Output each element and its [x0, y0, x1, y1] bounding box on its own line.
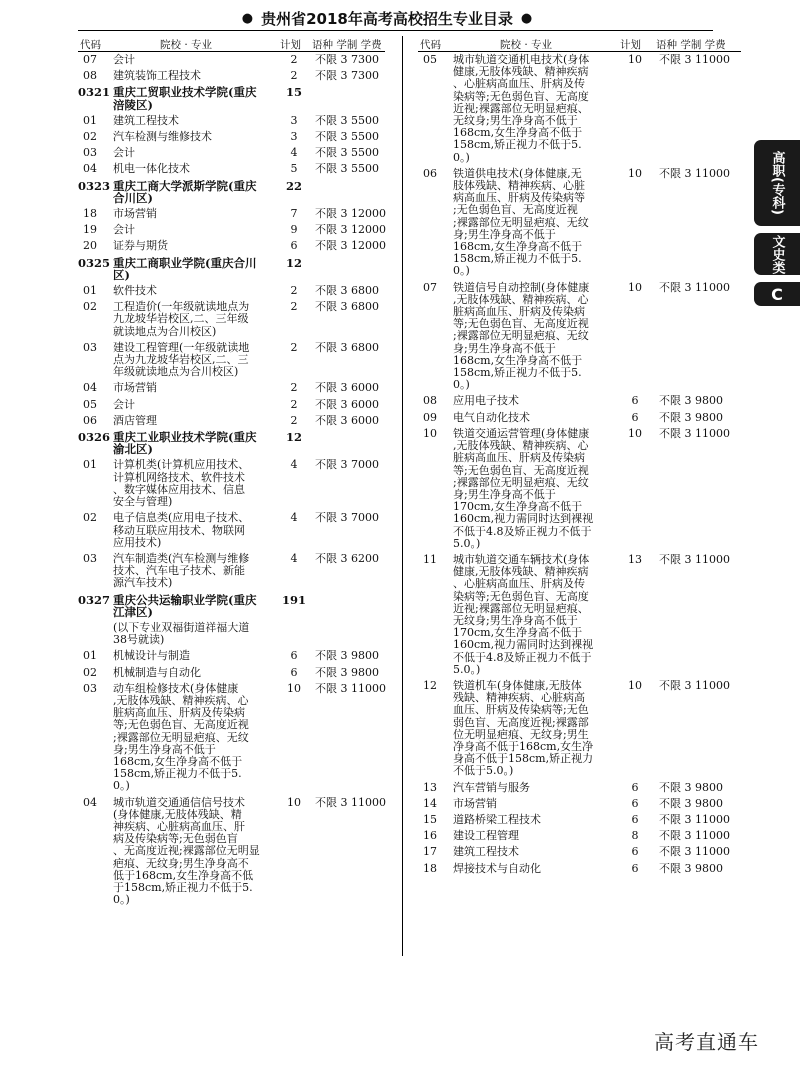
row-plan: 22: [285, 178, 302, 193]
row-name: 应用电子技术: [453, 394, 519, 408]
row-name: 机电一体化技术: [113, 162, 190, 176]
major-row: [418, 427, 741, 553]
row-name: 铁道交通运营管理(身体健康 ,无肢体残缺、精神疾病、心 脏病高血压、肝病及传染病 等;无色弱色盲、无高度近视 ;裸露部位无明显疤痕、无纹 身;男生净身高不低于 170cm,女生净身高不低于 160cm,视力需同时达到裸视 不低于4.8及矫正视力不低于 5.0。): [453, 426, 594, 550]
row-code: 10: [423, 426, 437, 440]
row-code: 0321: [78, 85, 111, 100]
row-info: 不限 3 5500: [315, 113, 379, 127]
row-plan: 6: [631, 861, 639, 875]
row-code: 16: [423, 829, 437, 843]
row-code: 15: [423, 812, 437, 826]
major-row: [78, 130, 385, 146]
row-info: 不限 3 12000: [315, 223, 386, 237]
row-code: 20: [83, 239, 97, 253]
row-code: 02: [83, 665, 97, 679]
row-plan: 5: [290, 162, 298, 176]
row-name: 机械设计与制造: [113, 649, 190, 663]
row-info: 不限 3 9800: [659, 796, 723, 810]
major-row: [78, 666, 385, 682]
row-name: 市场营销: [113, 381, 157, 395]
row-code: 05: [423, 53, 437, 66]
major-row: [78, 649, 385, 665]
row-code: 18: [423, 861, 437, 875]
tab-category[interactable]: 文史类: [754, 233, 800, 275]
major-row: [78, 381, 385, 397]
major-row: [78, 511, 385, 552]
column-divider: [402, 36, 403, 956]
row-name: 汽车营销与服务: [453, 780, 530, 794]
school-row: [78, 256, 385, 284]
row-name: 建筑装饰工程技术: [113, 69, 201, 83]
major-row: [418, 862, 741, 878]
row-plan: 9: [290, 223, 298, 237]
row-plan: 6: [631, 410, 639, 424]
right-column: [418, 36, 741, 878]
row-plan: 191: [282, 592, 307, 607]
row-info: 不限 3 7000: [315, 511, 379, 525]
row-plan: 10: [287, 795, 301, 809]
row-info: 不限 3 6200: [315, 551, 379, 565]
tab-level[interactable]: 高职(专科): [754, 140, 800, 226]
row-code: 01: [83, 284, 97, 298]
major-row: [418, 394, 741, 410]
row-name: 重庆公共运输职业学院(重庆 江津区): [113, 592, 257, 619]
row-code: 03: [83, 340, 97, 354]
row-code: 01: [83, 458, 97, 472]
row-code: 19: [83, 223, 97, 237]
row-name: 市场营销: [113, 207, 157, 221]
row-info: 不限 3 11000: [659, 678, 730, 692]
row-info: 不限 3 9800: [659, 780, 723, 794]
major-row: [78, 69, 385, 85]
row-info: 不限 3 12000: [315, 239, 386, 253]
row-name: 重庆工商大学派斯学院(重庆 合川区): [113, 178, 257, 205]
row-plan: 6: [631, 796, 639, 810]
row-code: 09: [423, 410, 437, 424]
row-name: 汽车制造类(汽车检测与维修 技术、汽车电子技术、新能 源汽车技术): [113, 551, 250, 590]
major-row: [78, 458, 385, 511]
row-code: 04: [83, 795, 97, 809]
major-row: [78, 146, 385, 162]
major-row: [78, 300, 385, 341]
row-code: 04: [83, 381, 97, 395]
row-plan: 4: [290, 551, 298, 565]
row-plan: 6: [290, 239, 298, 253]
major-row: [418, 679, 741, 781]
row-info: 不限 3 6000: [315, 397, 379, 411]
row-name: 建设工程管理: [453, 829, 519, 843]
row-name: 软件技术: [113, 284, 157, 298]
major-row: [78, 114, 385, 130]
row-code: 18: [83, 207, 97, 221]
row-code: 07: [83, 53, 97, 66]
row-code: 01: [83, 649, 97, 663]
row-plan: 2: [290, 53, 298, 66]
row-plan: 13: [628, 552, 642, 566]
row-info: 不限 3 11000: [659, 166, 730, 180]
major-row: [418, 813, 741, 829]
page-header: [62, 6, 712, 30]
col-plan-header: 计划: [620, 39, 641, 51]
major-row: [78, 284, 385, 300]
row-info: 不限 3 6800: [315, 340, 379, 354]
row-code: 17: [423, 845, 437, 859]
row-name: 电气自动化技术: [453, 410, 530, 424]
row-code: 08: [423, 394, 437, 408]
row-plan: 6: [631, 812, 639, 826]
header-rule: [78, 30, 713, 31]
row-info: 不限 3 12000: [315, 207, 386, 221]
row-name: 会计: [113, 146, 135, 160]
major-row: [418, 167, 741, 281]
row-name: 建筑工程技术: [453, 845, 519, 859]
row-info: 不限 3 11000: [659, 845, 730, 859]
row-info: 不限 3 7000: [315, 458, 379, 472]
row-name: 建筑工程技术: [113, 113, 179, 127]
major-row: [78, 621, 385, 649]
row-plan: 2: [290, 284, 298, 298]
major-row: [418, 845, 741, 861]
row-plan: 2: [290, 69, 298, 83]
row-plan: 12: [285, 255, 302, 270]
row-info: 不限 3 7300: [315, 69, 379, 83]
row-name: 市场营销: [453, 796, 497, 810]
row-code: 08: [83, 69, 97, 83]
row-plan: 10: [628, 53, 642, 66]
row-info: 不限 3 6000: [315, 381, 379, 395]
row-plan: 10: [628, 280, 642, 294]
row-name: 会计: [113, 223, 135, 237]
row-code: 06: [83, 413, 97, 427]
row-info: 不限 3 5500: [315, 146, 379, 160]
row-name: 建设工程管理(一年级就读地 点为九龙坡华岩校区,二、三 年级就读地点为合川校区): [113, 340, 250, 379]
row-name: 重庆工商职业学院(重庆合川 区): [113, 255, 257, 282]
row-plan: 6: [631, 394, 639, 408]
row-plan: 6: [631, 780, 639, 794]
major-row: [78, 223, 385, 239]
major-row: [78, 207, 385, 223]
row-info: 不限 3 11000: [659, 426, 730, 440]
row-name: 铁道信号自动控制(身体健康 ,无肢体残缺、精神疾病、心 脏病高血压、肝病及传染病 等;无色弱色盲、无高度近视 ;裸露部位无明显疤痕、无纹 身;男生净身高不低于 168cm,女生净身高不低于 158cm,矫正视力不低于5. 0。): [453, 280, 590, 392]
major-row: [418, 411, 741, 427]
row-plan: 10: [628, 426, 642, 440]
row-info: 不限 3 11000: [659, 552, 730, 566]
bullet-icon: ●: [241, 10, 254, 26]
row-name: 证券与期货: [113, 239, 168, 253]
major-row: [418, 281, 741, 395]
col-code-header: 代码: [80, 39, 101, 51]
row-name: (以下专业双福街道祥福大道 38号就读): [113, 620, 250, 647]
major-row: [78, 414, 385, 430]
row-plan: 10: [287, 681, 301, 695]
row-plan: 2: [290, 300, 298, 314]
row-name: 重庆工业职业技术学院(重庆 渝北区): [113, 430, 257, 457]
row-info: 不限 3 11000: [659, 829, 730, 843]
row-name: 计算机类(计算机应用技术、 计算机网络技术、软件技术 、数字媒体应用技术、信息 安全与管理): [113, 458, 250, 509]
row-info: 不限 3 11000: [659, 53, 730, 66]
row-code: 12: [423, 678, 437, 692]
row-info: 不限 3 11000: [659, 280, 730, 294]
row-code: 03: [83, 681, 97, 695]
row-info: 不限 3 6800: [315, 284, 379, 298]
col-school-header: 院校 · 专业: [500, 39, 553, 51]
row-name: 城市轨道交通通信信号技术 (身体健康,无肢体残缺、精 神疾病、心脏病高血压、肝 病及传染病等;无色弱色盲 、无高度近视;裸露部位无明显 疤痕、无纹身;男生净身高不 低于168cm,女生净身高不低 于158cm,矫正视力不低于5. 0。): [113, 795, 260, 907]
row-info: 不限 3 9800: [659, 394, 723, 408]
row-info: 不限 3 9800: [659, 410, 723, 424]
row-plan: 2: [290, 381, 298, 395]
row-info: 不限 3 9800: [659, 861, 723, 875]
major-row: [418, 53, 741, 167]
row-code: 0327: [78, 592, 111, 607]
row-plan: 10: [628, 678, 642, 692]
major-row: [78, 796, 385, 910]
row-plan: 2: [290, 340, 298, 354]
row-name: 电子信息类(应用电子技术、 移动互联应用技术、物联网 应用技术): [113, 511, 250, 549]
row-name: 汽车检测与维修技术: [113, 130, 212, 144]
row-plan: 3: [290, 130, 298, 144]
row-name: 城市轨道交通车辆技术(身体 健康,无肢体残缺、精神疾病 、心脏病高血压、肝病及传 染病等;无色弱色盲、无高度 近视;裸露部位无明显疤痕、 无纹身;男生净身高不低于 170cm,女生净身高不低于 160cm,视力需同时达到裸视 不低于4.8及矫正视力不低于 5.0。): [453, 552, 594, 676]
row-plan: 6: [290, 665, 298, 679]
row-plan: 6: [290, 649, 298, 663]
row-code: 01: [83, 113, 97, 127]
row-info: 不限 3 6800: [315, 300, 379, 314]
row-info: 不限 3 11000: [315, 681, 386, 695]
col-info-header: 语种 学制 学费: [312, 39, 382, 51]
row-name: 会计: [113, 53, 135, 66]
row-plan: 10: [628, 166, 642, 180]
row-plan: 12: [285, 430, 302, 445]
row-code: 14: [423, 796, 437, 810]
major-row: [418, 553, 741, 679]
col-plan-header: 计划: [280, 39, 301, 51]
row-info: 不限 3 9800: [315, 649, 379, 663]
row-plan: 2: [290, 413, 298, 427]
row-plan: 4: [290, 511, 298, 525]
row-code: 11: [423, 552, 437, 566]
major-row: [78, 552, 385, 593]
row-name: 酒店管理: [113, 413, 157, 427]
tab-letter[interactable]: C: [754, 282, 800, 306]
watermark-text: 高考直通车: [654, 1030, 759, 1054]
row-plan: 8: [631, 829, 639, 843]
major-row: [78, 398, 385, 414]
row-code: 13: [423, 780, 437, 794]
major-row: [78, 53, 385, 69]
row-info: 不限 3 5500: [315, 130, 379, 144]
row-name: 重庆工贸职业技术学院(重庆 涪陵区): [113, 85, 257, 112]
row-name: 城市轨道交通机电技术(身体 健康,无肢体残缺、精神疾病 、心脏病高血压、肝病及传 染病等;无色弱色盲、无高度 近视;裸露部位无明显疤痕、 无纹身;男生净身高不低于 168cm,女生净身高不低于 158cm,矫正视力不低于5. 0。): [453, 53, 590, 164]
row-name: 动车组检修技术(身体健康 ,无肢体残缺、精神疾病、心 脏病高血压、肝病及传染病 等;无色弱色盲、无高度近视 ;裸露部位无明显疤痕、无纹 身;男生净身高不低于 168cm,女生净身高不低于 158cm,矫正视力不低于5. 0。): [113, 681, 249, 793]
column-header: [418, 36, 741, 52]
row-code: 03: [83, 551, 97, 565]
row-code: 03: [83, 146, 97, 160]
row-code: 02: [83, 511, 97, 525]
row-name: 工程造价(一年级就读地点为 九龙坡华岩校区,二、三年级 就读地点为合川校区): [113, 300, 250, 338]
row-code: 02: [83, 300, 97, 314]
col-info-header: 语种 学制 学费: [656, 39, 726, 51]
left-column: [78, 36, 385, 909]
row-info: 不限 3 11000: [659, 812, 730, 826]
row-plan: 4: [290, 458, 298, 472]
column-header: [78, 36, 385, 52]
major-row: [418, 781, 741, 797]
row-code: 0325: [78, 255, 111, 270]
row-info: 不限 3 11000: [315, 795, 386, 809]
row-info: 不限 3 7300: [315, 53, 379, 66]
col-school-header: 院校 · 专业: [160, 39, 213, 51]
row-plan: 3: [290, 113, 298, 127]
major-row: [418, 797, 741, 813]
major-row: [78, 682, 385, 796]
row-code: 07: [423, 280, 437, 294]
row-code: 02: [83, 130, 97, 144]
school-row: [78, 85, 385, 113]
row-info: 不限 3 9800: [315, 665, 379, 679]
major-row: [78, 341, 385, 382]
bullet-icon: ●: [520, 10, 533, 26]
col-code-header: 代码: [420, 39, 441, 51]
row-plan: 2: [290, 397, 298, 411]
row-plan: 6: [631, 845, 639, 859]
row-info: 不限 3 5500: [315, 162, 379, 176]
row-info: 不限 3 6000: [315, 413, 379, 427]
row-code: 06: [423, 166, 437, 180]
row-code: 05: [83, 397, 97, 411]
row-code: 0323: [78, 178, 111, 193]
school-row: [78, 430, 385, 458]
row-name: 焊接技术与自动化: [453, 861, 541, 875]
row-code: 0326: [78, 430, 111, 445]
row-plan: 7: [290, 207, 298, 221]
major-row: [78, 239, 385, 255]
school-row: [78, 593, 385, 621]
major-row: [418, 829, 741, 845]
row-name: 道路桥梁工程技术: [453, 812, 541, 826]
school-row: [78, 179, 385, 207]
row-plan: 4: [290, 146, 298, 160]
row-code: 04: [83, 162, 97, 176]
row-name: 机械制造与自动化: [113, 665, 201, 679]
major-row: [78, 162, 385, 178]
page-title: 贵州省2018年高考高校招生专业目录: [261, 9, 513, 28]
row-plan: 15: [285, 85, 302, 100]
row-name: 铁道供电技术(身体健康,无 肢体残缺、精神疾病、心脏 病高血压、肝病及传染病等 ;无色弱色盲、无高度近视 ;裸露部位无明显疤痕、无纹 身;男生净身高不低于 168cm,女生净身高不低于 158cm,矫正视力不低于5. 0。): [453, 166, 589, 278]
row-name: 会计: [113, 397, 135, 411]
row-name: 铁道机车(身体健康,无肢体 残缺、精神疾病、心脏病高 血压、肝病及传染病等;无色 弱色盲、无高度近视;裸露部 位无明显疤痕、无纹身;男生 净身高不低于168cm,女生净 身高不低于158cm,矫正视力 不低于5.0。): [453, 678, 594, 778]
